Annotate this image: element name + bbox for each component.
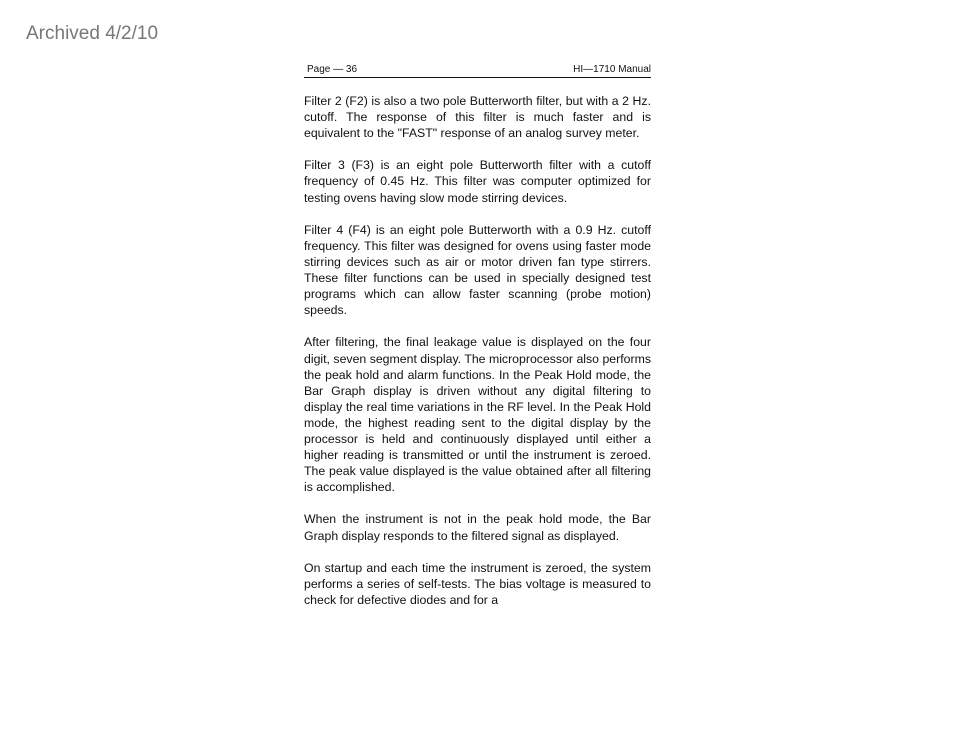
page-number: Page — 36	[307, 64, 358, 75]
paragraph-filter-2: Filter 2 (F2) is also a two pole Butterworth filter, but with a 2 Hz. cutoff. The response of this filter is much faster and is equivalent to the "FAST" response of an analog survey meter.	[304, 94, 651, 141]
manual-title: HI—1710 Manual	[573, 64, 651, 75]
page-body	[304, 93, 651, 608]
paragraph-startup: On startup and each time the instrument is zeroed, the system performs a series of self-tests. The bias voltage is measured to check for defective diodes and for a	[304, 560, 651, 607]
paragraph-filter-3: Filter 3 (F3) is an eight pole Butterworth filter with a cutoff frequency of 0.45 Hz. This filter was computer optimized for testing ovens having slow mode stirring devices.	[304, 158, 651, 205]
archived-watermark: Archived 4/2/10	[26, 23, 159, 44]
paragraph-filter-4: Filter 4 (F4) is an eight pole Butterworth with a 0.9 Hz. cutoff frequency. This filter was designed for ovens using faster mode stirring devices such as air or motor driven fan type stirrers. These filter functions can be used in specially designed test programs which can allow faster scanning (probe motion) speeds.	[304, 222, 651, 318]
paragraph-not-peak-hold: When the instrument is not in the peak hold mode, the Bar Graph display responds to the filtered signal as displayed.	[304, 512, 651, 543]
paragraph-after-filtering: After filtering, the final leakage value is displayed on the four digit, seven segment display. The microprocessor also performs the peak hold and alarm functions. In the Peak Hold mode, the Bar Graph display is driven without any digital filtering to display the real time variations in the RF level. In the Peak Hold mode, the highest reading sent to the digital display by the processor is held and continuously displayed until either a higher reading is transmitted or until the instrument is zeroed. The peak value displayed is the value obtained after all filtering is accomplished.	[304, 335, 651, 495]
page-header	[304, 64, 651, 78]
